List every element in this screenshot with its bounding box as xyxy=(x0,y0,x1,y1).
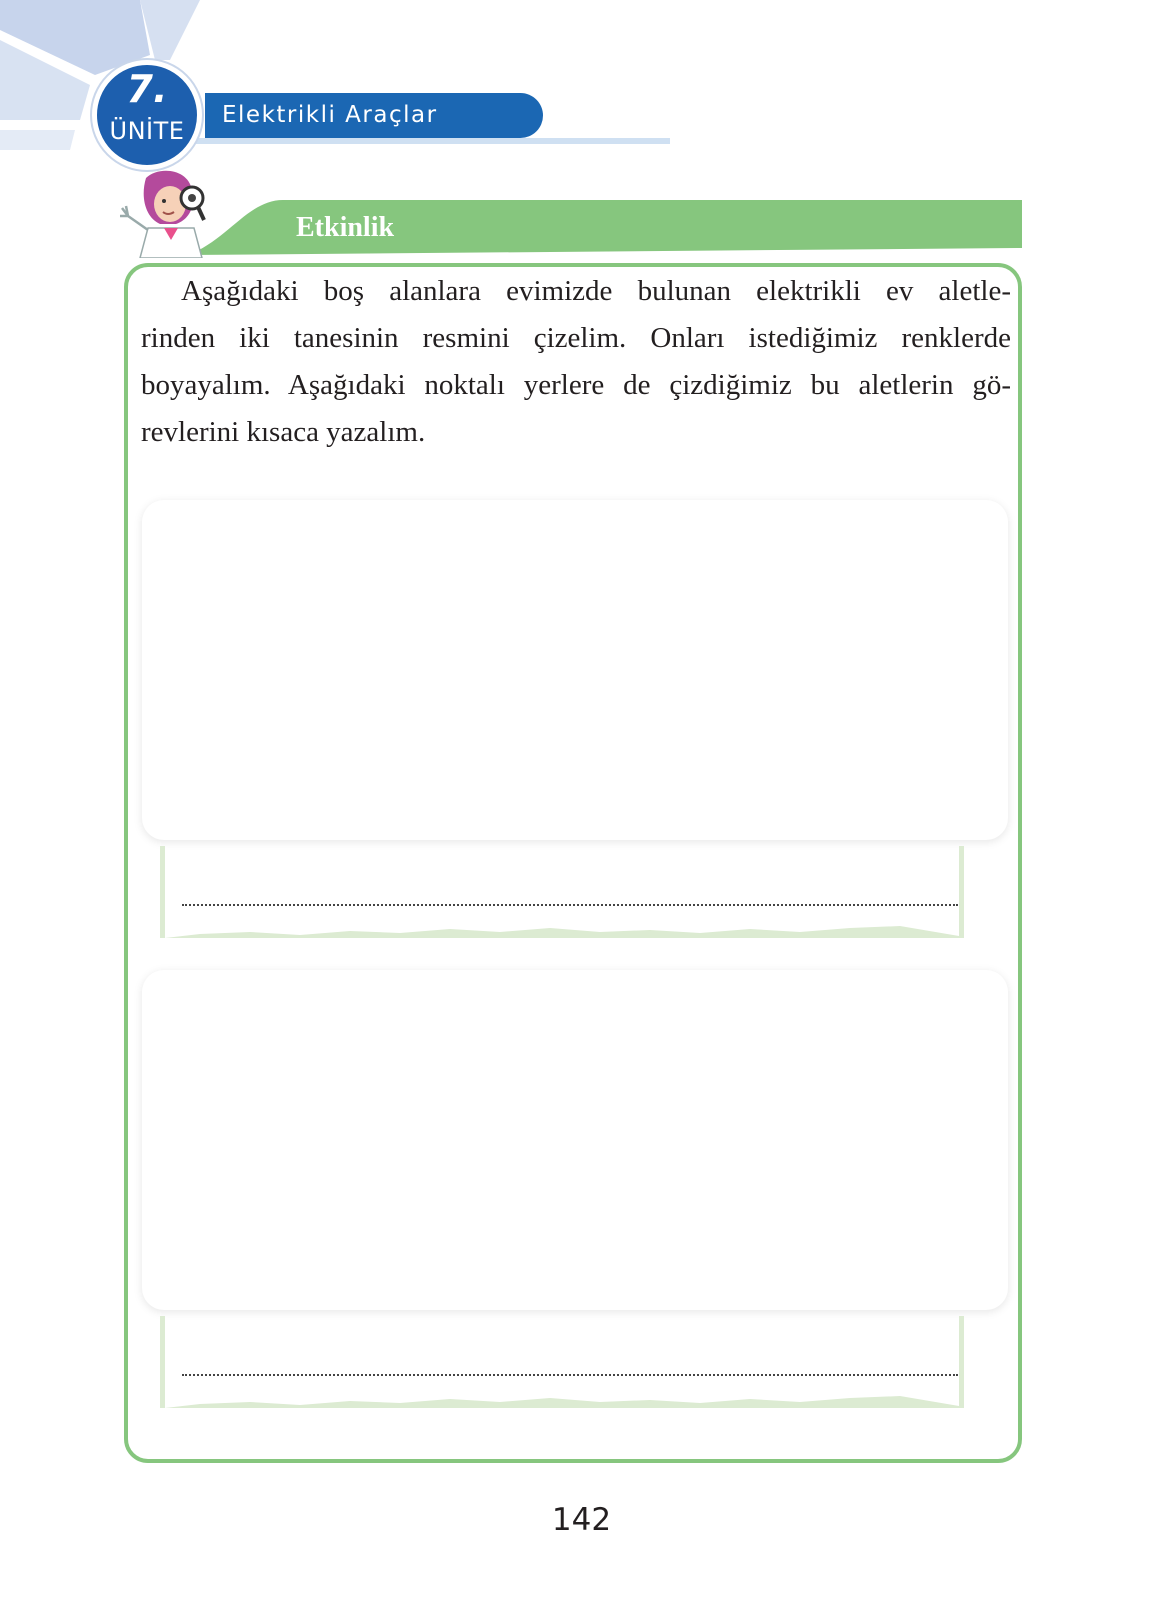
magnifier-character-icon xyxy=(118,168,218,258)
unit-label: ÜNİTE xyxy=(109,117,185,145)
activity-label: Etkinlik xyxy=(296,212,395,243)
dotted-answer-line-2[interactable] xyxy=(182,1356,958,1376)
unit-number: 7. xyxy=(126,67,168,111)
writing-area-2 xyxy=(160,1316,986,1416)
instruction-line-1: Aşağıdaki boş alanlara evimizde bulunan elektrikli ev aletle- xyxy=(181,275,1011,307)
instruction-line-3: boyayalım. Aşağıdaki noktalı yerlere de çizdiğimiz bu aletlerin gö- xyxy=(141,369,1011,401)
page-number: 142 xyxy=(551,1502,612,1538)
dotted-answer-line-1[interactable] xyxy=(182,886,958,906)
unit-title: Elektrikli Araçlar xyxy=(222,102,438,128)
instruction-line-2: rinden iki tanesinin resmini çizelim. Onları istediğimiz renklerde xyxy=(141,322,1011,354)
drawing-area-2[interactable] xyxy=(142,970,1008,1310)
writing-area-1 xyxy=(160,846,986,946)
instruction-line-4: revlerini kısaca yazalım. xyxy=(141,416,426,448)
instruction-text xyxy=(141,268,1011,409)
unit-badge xyxy=(92,60,202,170)
drawing-area-1[interactable] xyxy=(142,500,1008,840)
